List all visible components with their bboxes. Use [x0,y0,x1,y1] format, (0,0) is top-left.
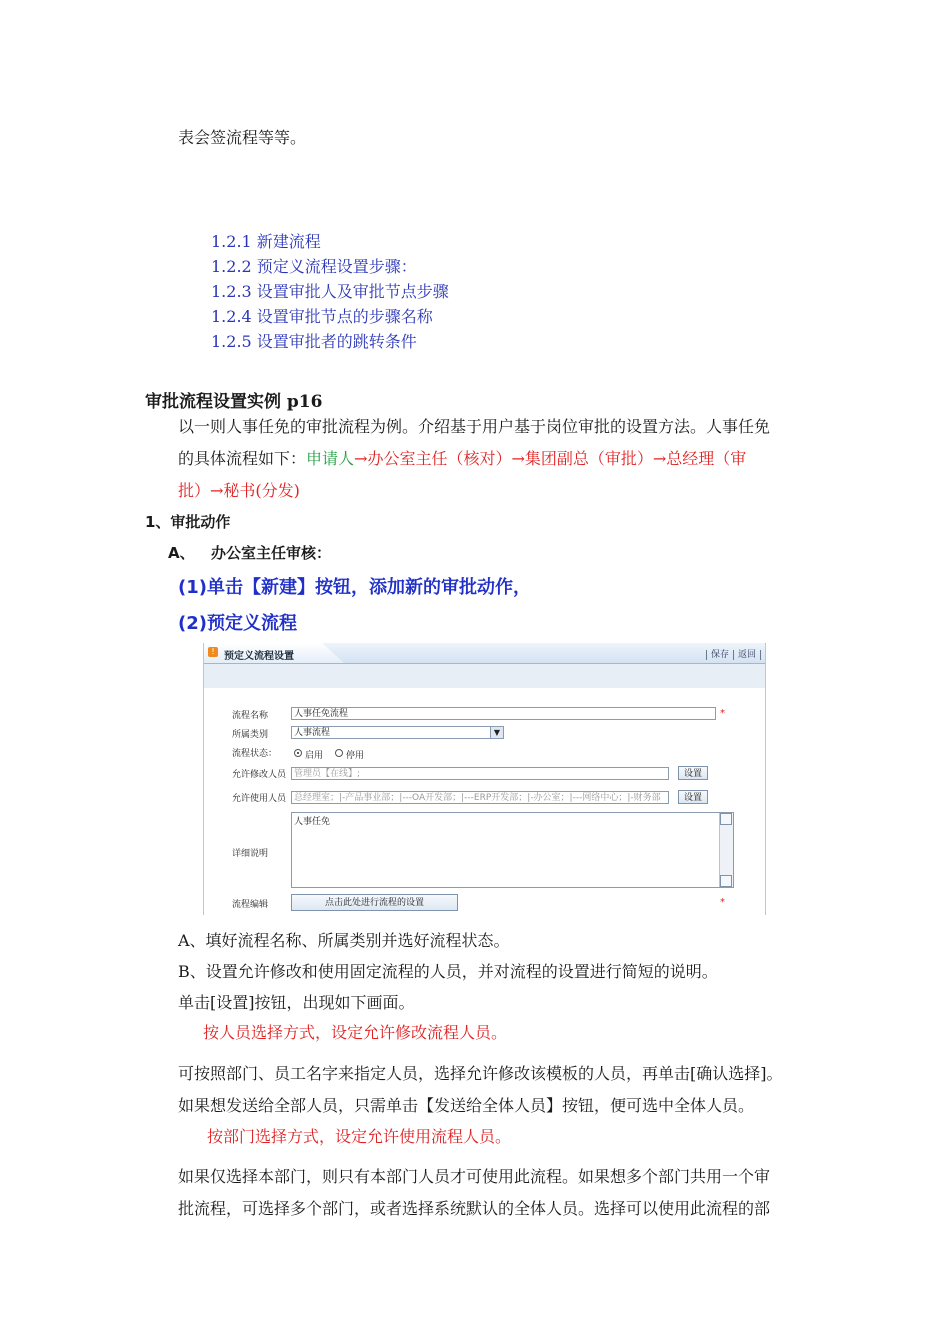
predefined-flow-screenshot [203,643,766,915]
para3-line2: 批流程，可选择多个部门，或者选择系统默认的全体人员。选择可以使用此流程的部 [178,1199,771,1218]
toc-item-5[interactable]: 1.2.5 设置审批者的跳转条件 [211,332,417,351]
required-mark: * [720,708,725,719]
label-flow-edit: 流程编辑 [232,900,269,910]
step-1: (1)单击【新建】按钮，添加新的审批动作， [178,577,531,598]
label-modify-users: 允许修改人员 [232,770,287,780]
label-use-users: 允许使用人员 [232,794,287,804]
modify-users-input[interactable]: 管理员【在线】; [291,767,669,780]
intro-line: 表会签流程等等。 [178,128,307,147]
line-a: A、填好流程名称、所属类别并选好流程状态。 [178,931,510,950]
flow-setup-button[interactable]: 点击此处进行流程的设置 [291,894,458,911]
line-c: 单击[设置]按钮，出现如下画面。 [178,993,415,1012]
detail-textarea[interactable] [291,812,734,888]
form-area [204,688,765,915]
heading-a-prefix: A、 [168,544,195,562]
para1-line2 [178,449,746,469]
para2-line2: 如果想发送给全部人员，只需单击【发送给全体人员】按钮，便可选中全体人员。 [178,1096,755,1115]
modify-set-button[interactable]: 设置 [678,766,708,780]
label-detail: 详细说明 [232,849,269,859]
panel-toolbar [706,647,761,660]
toc-item-4[interactable]: 1.2.4 设置审批节点的步骤名称 [211,307,433,326]
save-button[interactable]: 保存 [706,650,733,660]
caption-1: 按人员选择方式，设定允许修改流程人员。 [203,1023,508,1042]
detail-value: 人事任免 [294,817,331,827]
flow-steps-line2: →办公室主任（核对）→集团副总（审批）→总经理（审 [354,449,747,468]
use-set-button[interactable]: 设置 [678,790,708,804]
panel-tab-icon: ! [208,647,218,657]
category-value: 人事流程 [294,728,331,738]
status-enabled-label: 启用 [305,751,324,761]
chevron-down-icon[interactable]: ▼ [490,727,503,738]
step-2: (2)预定义流程 [178,613,297,634]
status-disabled-label: 停用 [346,751,365,761]
status-enabled-radio[interactable] [294,749,302,757]
panel-band [204,664,765,688]
use-users-input[interactable]: 总经理室；|-产品事业部；|---OA开发部；|---ERP开发部；|-办公室；|---网络中心；|-财务部 [291,791,669,804]
panel-title: 预定义流程设置 [224,651,294,662]
detail-scrollbar[interactable] [719,813,733,887]
toc-item-3[interactable]: 1.2.3 设置审批人及审批节点步骤 [211,282,449,301]
para2-line1: 可按照部门、员工名字来指定人员，选择允许修改该模板的人员，再单击[确认选择]。 [178,1064,783,1083]
flow-steps-line3: 批）→秘书(分发) [178,481,300,500]
scroll-up-arrow[interactable] [720,813,732,825]
toc-item-1[interactable]: 1.2.1 新建流程 [211,232,321,251]
flow-applicant: 申请人 [306,449,355,468]
scroll-down-arrow[interactable] [720,875,732,887]
back-button[interactable]: 返回 [733,650,761,660]
label-status: 流程状态： [232,749,278,759]
line-b: B、设置允许修改和使用固定流程的人员，并对流程的设置进行简短的说明。 [178,962,718,981]
caption-2: 按部门选择方式，设定允许使用流程人员。 [207,1127,512,1146]
status-disabled-radio[interactable] [335,749,343,757]
flow-name-input[interactable]: 人事任免流程 [291,707,716,720]
label-category: 所属类别 [232,730,269,740]
toc-item-2[interactable]: 1.2.2 预定义流程设置步骤： [211,257,417,276]
panel-header [204,643,765,664]
category-select[interactable] [291,726,504,739]
para3-line1: 如果仅选择本部门，则只有本部门人员才可使用此流程。如果想多个部门共用一个审 [178,1167,771,1186]
heading-approval-action: 1、审批动作 [145,513,231,531]
para1-line1: 以一则人事任免的审批流程为例。介绍基于用户基于岗位审批的设置方法。人事任免 [178,417,771,436]
para1-line2-prefix: 的具体流程如下： [178,449,307,468]
heading-a-text: 办公室主任审核： [211,544,332,562]
required-mark-edit: * [720,897,725,908]
label-flow-name: 流程名称 [232,711,269,721]
section-heading: 审批流程设置实例 p16 [145,392,323,412]
